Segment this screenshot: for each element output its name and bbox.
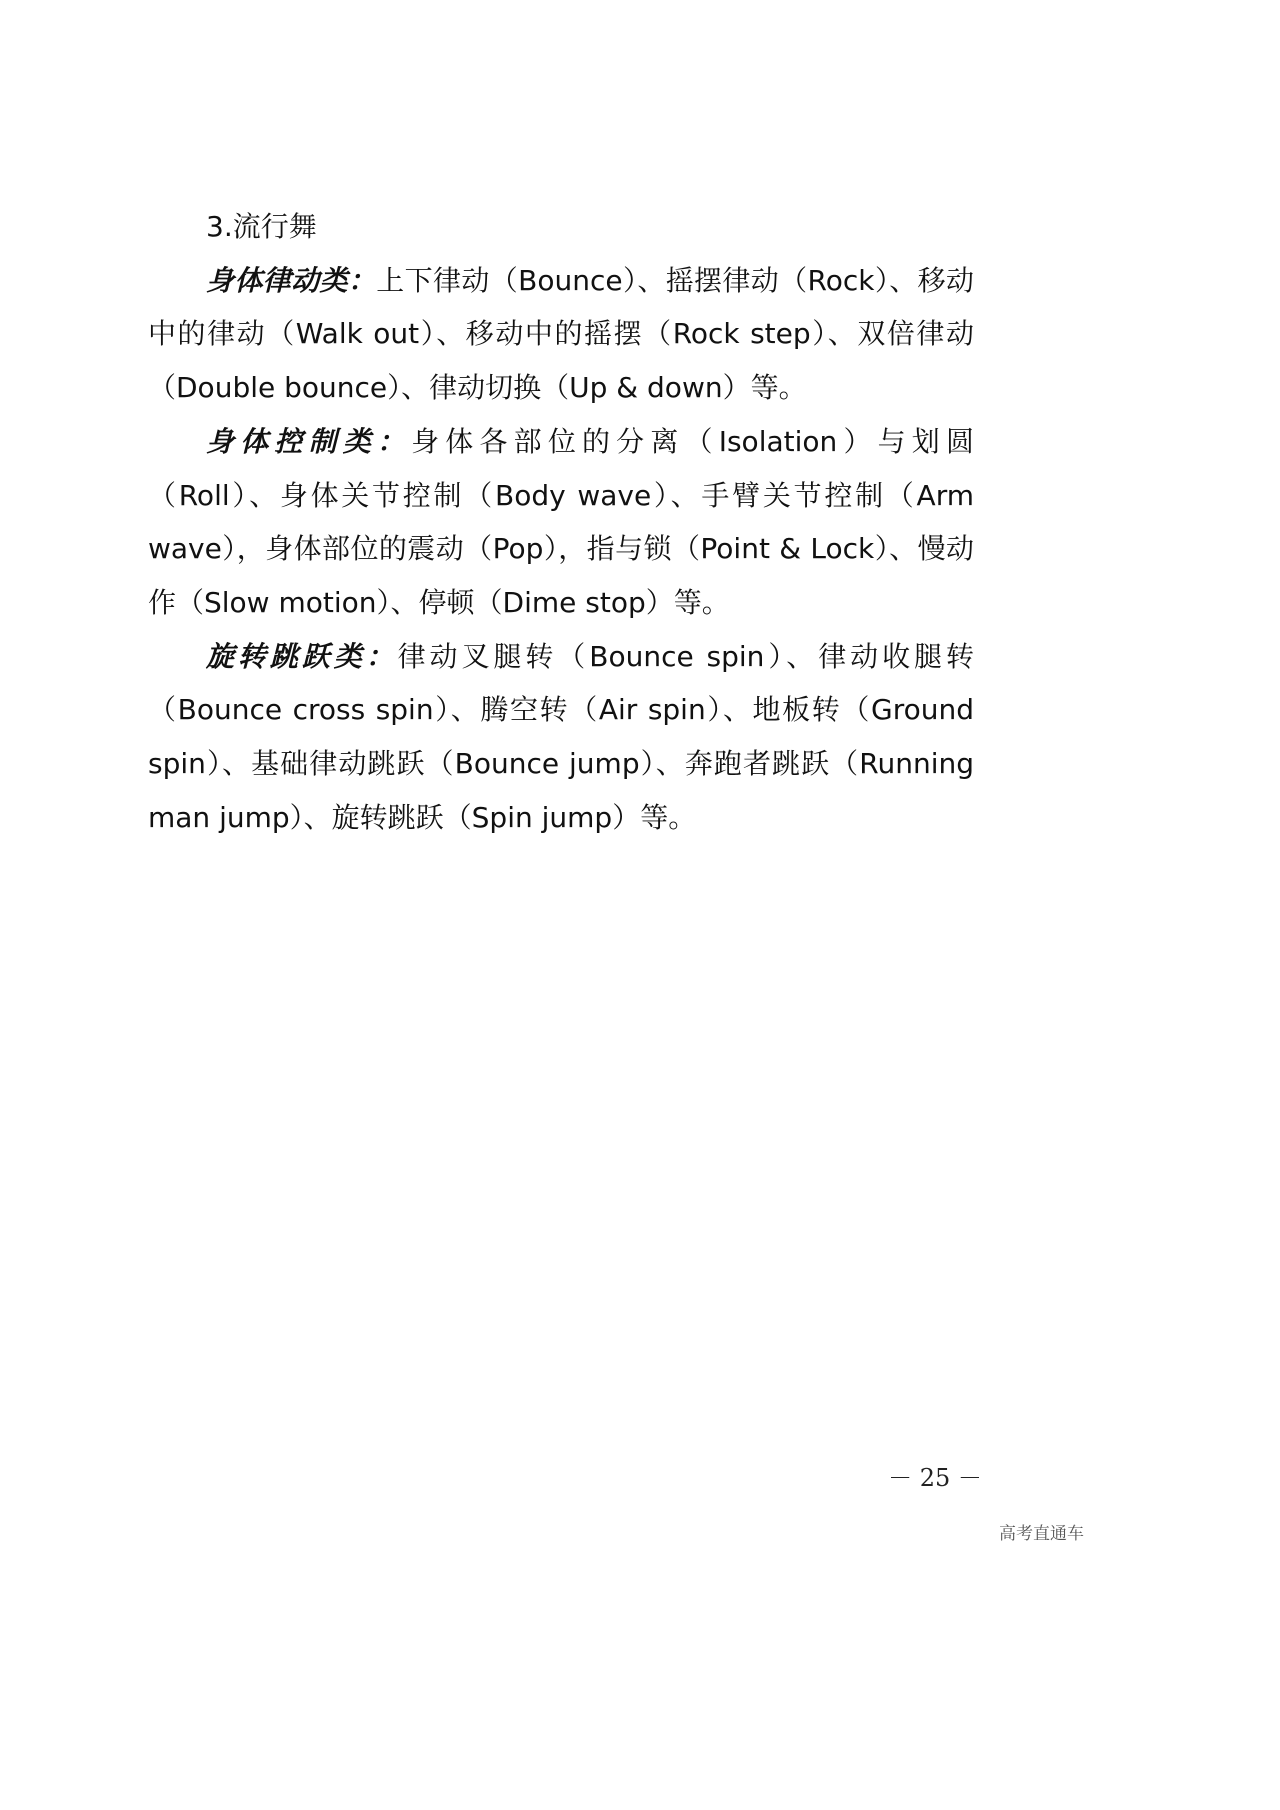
- page-number: － 25 －: [888, 1464, 982, 1492]
- paragraph-lead: 身体律动类：: [206, 263, 377, 297]
- watermark: 高考直通车: [999, 1524, 1084, 1544]
- paragraph-lead: 旋转跳跃类：: [206, 639, 398, 673]
- paragraph-text: 身体各部位的分离（Isolation）与划圆（Roll）、身体关节控制（Body wave）、手臂关节控制（Arm wave），身体部位的震动（Pop），指与锁（Point & Lock）、慢动作（Slow motion）、停顿（Dime stop）等。: [148, 424, 974, 619]
- paragraph-text: 上下律动（Bounce）、摇摆律动（Rock）、移动中的律动（Walk out）、移动中的摇摆（Rock step）、双倍律动（Double bounce）、律动切换（Up & down）等。: [148, 263, 974, 405]
- paragraph-text: 律动叉腿转（Bounce spin）、律动收腿转（Bounce cross spin）、腾空转（Air spin）、地板转（Ground spin）、基础律动跳跃（Bounce jump）、奔跑者跳跃（Running man jump）、旋转跳跃（Spin jump）等。: [148, 639, 974, 834]
- paragraph-lead: 身体控制类：: [206, 424, 412, 458]
- section-heading: 3.流行舞: [206, 210, 317, 243]
- paragraph-spin-jump: [148, 630, 974, 845]
- paragraph-body-control: [148, 415, 974, 630]
- paragraph-body-rhythm: [148, 254, 974, 415]
- page-content: [148, 200, 974, 844]
